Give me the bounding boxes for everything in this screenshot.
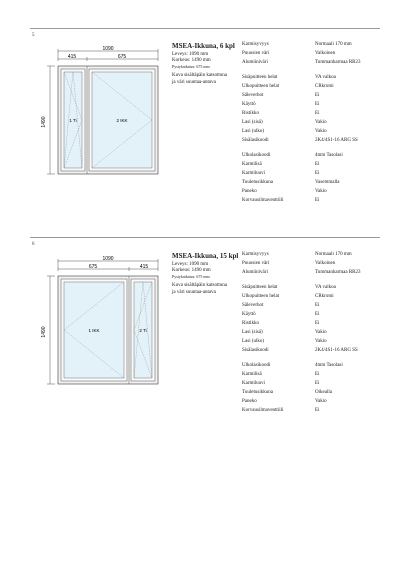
width-text: Leveys: 1090 mm bbox=[172, 52, 209, 57]
right-sash-label: 2 Ti bbox=[139, 328, 147, 333]
spec-row bbox=[242, 303, 392, 312]
spec-row bbox=[242, 138, 392, 153]
spec-value: Tummanharmaa RR23 bbox=[315, 60, 361, 65]
window-title: MSEA-Ikkuna, 15 kpl bbox=[172, 252, 239, 260]
view-note-2: ja väri suuntaa-antava bbox=[172, 289, 216, 295]
spec-value: Oikealla bbox=[315, 390, 332, 395]
spec-value: Tummanharmaa RR23 bbox=[315, 270, 361, 275]
spec-row bbox=[242, 75, 392, 84]
spec-key: Tuuletusikkuna bbox=[242, 180, 273, 185]
spec-row bbox=[242, 399, 392, 408]
spec-value: Vakio bbox=[315, 189, 327, 194]
section-divider bbox=[30, 237, 380, 238]
spec-value: Ei bbox=[315, 321, 320, 326]
spec-row bbox=[242, 42, 392, 51]
spec-key: Puuosien väri bbox=[242, 261, 270, 266]
spec-key: Lasi (sisä) bbox=[242, 120, 263, 125]
left-width-label: 415 bbox=[67, 54, 77, 60]
spec-value: Ei bbox=[315, 312, 320, 317]
left-sash-label: 1 IKK bbox=[88, 328, 100, 333]
spec-value: Vakio bbox=[315, 120, 327, 125]
width-text: Leveys: 1090 mm bbox=[172, 262, 209, 267]
window-description bbox=[172, 42, 242, 86]
spec-key: Sisälasikoodi bbox=[242, 138, 269, 143]
spec-key: Karmiluuvi bbox=[242, 171, 266, 176]
window-elevation-svg bbox=[30, 46, 160, 176]
spec-row bbox=[242, 294, 392, 303]
spec-value: Ei bbox=[315, 102, 320, 107]
spec-value: 2K4/4S1-16 ARG SS bbox=[315, 138, 358, 143]
spec-row bbox=[242, 189, 392, 198]
spec-key: Ulkolasikoodi bbox=[242, 363, 271, 368]
right-width-label: 415 bbox=[139, 264, 149, 270]
window-title: MSEA-Ikkuna, 6 kpl bbox=[172, 42, 235, 50]
spec-value: Ei bbox=[315, 162, 320, 167]
spec-row bbox=[242, 261, 392, 270]
spec-value: Ei bbox=[315, 303, 320, 308]
spec-value: Valkoinen bbox=[315, 261, 336, 266]
spec-value: Ei bbox=[315, 381, 320, 386]
spec-key: Ulkolasikoodi bbox=[242, 153, 271, 158]
spec-row bbox=[242, 285, 392, 294]
spec-row bbox=[242, 312, 392, 321]
spec-key: Tuuletusikkuna bbox=[242, 390, 273, 395]
spec-row bbox=[242, 93, 392, 102]
spec-value: Vakio bbox=[315, 330, 327, 335]
spec-key: Käyttö bbox=[242, 312, 256, 317]
spec-key: Paneko bbox=[242, 189, 257, 194]
spec-value: Normaali 170 mm bbox=[315, 252, 352, 257]
spec-key: Sisäpuitteen helat bbox=[242, 75, 278, 80]
spec-row bbox=[242, 330, 392, 339]
spec-key: Ristikko bbox=[242, 321, 259, 326]
spec-value: VA valkoa bbox=[315, 285, 336, 290]
split-text: Pystykatkaisu: 675 mm bbox=[172, 64, 210, 70]
window-item-2 bbox=[0, 248, 407, 478]
spec-row bbox=[242, 348, 392, 363]
spec-row bbox=[242, 339, 392, 348]
spec-key: Lasi (sisä) bbox=[242, 330, 263, 335]
spec-key: Säleverhot bbox=[242, 93, 264, 98]
spec-row bbox=[242, 381, 392, 390]
spec-value: Vasemmalla bbox=[315, 180, 340, 185]
spec-value: Vakio bbox=[315, 339, 327, 344]
spec-value: Ei bbox=[315, 111, 320, 116]
spec-key: Ristikko bbox=[242, 111, 259, 116]
spec-key: Korvausilmaventtiili bbox=[242, 198, 284, 203]
spec-value: Vakio bbox=[315, 399, 327, 404]
spec-value: VA valkoa bbox=[315, 75, 336, 80]
spec-key: Sisälasikoodi bbox=[242, 348, 269, 353]
spec-row bbox=[242, 321, 392, 330]
spec-row bbox=[242, 198, 392, 207]
spec-table bbox=[242, 252, 392, 417]
top-divider bbox=[30, 28, 380, 29]
spec-value: 4mm Tasolasi bbox=[315, 363, 343, 368]
split-text: Pystykatkaisu: 675 mm bbox=[172, 274, 210, 280]
right-width-label: 675 bbox=[117, 54, 127, 60]
left-sash-label: 1 Ti bbox=[69, 118, 77, 123]
spec-key: Alumiiniväri bbox=[242, 60, 268, 65]
spec-key: Karmilisä bbox=[242, 372, 262, 377]
total-width-label: 1090 bbox=[102, 256, 114, 262]
spec-key: Säleverhot bbox=[242, 303, 264, 308]
window-description bbox=[172, 252, 242, 296]
spec-row bbox=[242, 162, 392, 171]
spec-value: CRkromi bbox=[315, 84, 334, 89]
view-note-1: Kuva sisältäpäin katsottuna bbox=[172, 73, 227, 79]
spec-value: Normaali 170 mm bbox=[315, 42, 352, 47]
spec-row bbox=[242, 129, 392, 138]
spec-key: Paneko bbox=[242, 399, 257, 404]
window-drawing bbox=[30, 46, 160, 176]
window-elevation-svg bbox=[30, 256, 160, 386]
spec-key: Karmiluuvi bbox=[242, 381, 266, 386]
spec-row bbox=[242, 111, 392, 120]
spec-key: Karmisyvyys bbox=[242, 252, 269, 257]
spec-row bbox=[242, 60, 392, 75]
spec-row bbox=[242, 171, 392, 180]
spec-row bbox=[242, 390, 392, 399]
spec-key: Karmisyvyys bbox=[242, 42, 269, 47]
total-width-label: 1090 bbox=[102, 46, 114, 52]
spec-value: Ei bbox=[315, 408, 320, 413]
right-sash-label: 2 IKK bbox=[116, 118, 128, 123]
spec-row bbox=[242, 120, 392, 129]
spec-value: Ei bbox=[315, 93, 320, 98]
item-number: 6 bbox=[32, 242, 35, 247]
window-drawing bbox=[30, 256, 160, 386]
spec-key: Ulkopuitteen helat bbox=[242, 84, 280, 89]
view-note-1: Kuva sisältäpäin katsottuna bbox=[172, 283, 227, 289]
spec-value: 2K4/4S1-16 ARG SS bbox=[315, 348, 358, 353]
spec-key: Käyttö bbox=[242, 102, 256, 107]
spec-row bbox=[242, 51, 392, 60]
spec-row bbox=[242, 84, 392, 93]
spec-row bbox=[242, 363, 392, 372]
spec-value: Vakio bbox=[315, 129, 327, 134]
spec-row bbox=[242, 153, 392, 162]
spec-row bbox=[242, 102, 392, 111]
spec-key: Lasi (ulko) bbox=[242, 339, 265, 344]
spec-value: Ei bbox=[315, 198, 320, 203]
spec-value: Ei bbox=[315, 171, 320, 176]
height-label: 1490 bbox=[41, 116, 47, 128]
spec-key: Korvausilmaventtiili bbox=[242, 408, 284, 413]
item-number: 5 bbox=[32, 33, 35, 38]
height-text: Korkeus: 1490 mm bbox=[172, 58, 211, 64]
spec-row bbox=[242, 270, 392, 285]
spec-value: Valkoinen bbox=[315, 51, 336, 56]
height-text: Korkeus: 1490 mm bbox=[172, 268, 211, 274]
spec-row bbox=[242, 408, 392, 417]
spec-key: Alumiiniväri bbox=[242, 270, 268, 275]
spec-key: Sisäpuitteen helat bbox=[242, 285, 278, 290]
spec-value: 4mm Tasolasi bbox=[315, 153, 343, 158]
spec-row bbox=[242, 180, 392, 189]
spec-value: CRkromi bbox=[315, 294, 334, 299]
spec-value: Ei bbox=[315, 372, 320, 377]
spec-key: Ulkopuitteen helat bbox=[242, 294, 280, 299]
view-note-2: ja väri suuntaa-antava bbox=[172, 79, 216, 85]
spec-table bbox=[242, 42, 392, 207]
spec-row bbox=[242, 252, 392, 261]
spec-key: Puuosien väri bbox=[242, 51, 270, 56]
spec-key: Lasi (ulko) bbox=[242, 129, 265, 134]
height-label: 1490 bbox=[41, 326, 47, 338]
window-item-1 bbox=[0, 38, 407, 268]
left-width-label: 675 bbox=[88, 264, 98, 270]
spec-row bbox=[242, 372, 392, 381]
spec-key: Karmilisä bbox=[242, 162, 262, 167]
